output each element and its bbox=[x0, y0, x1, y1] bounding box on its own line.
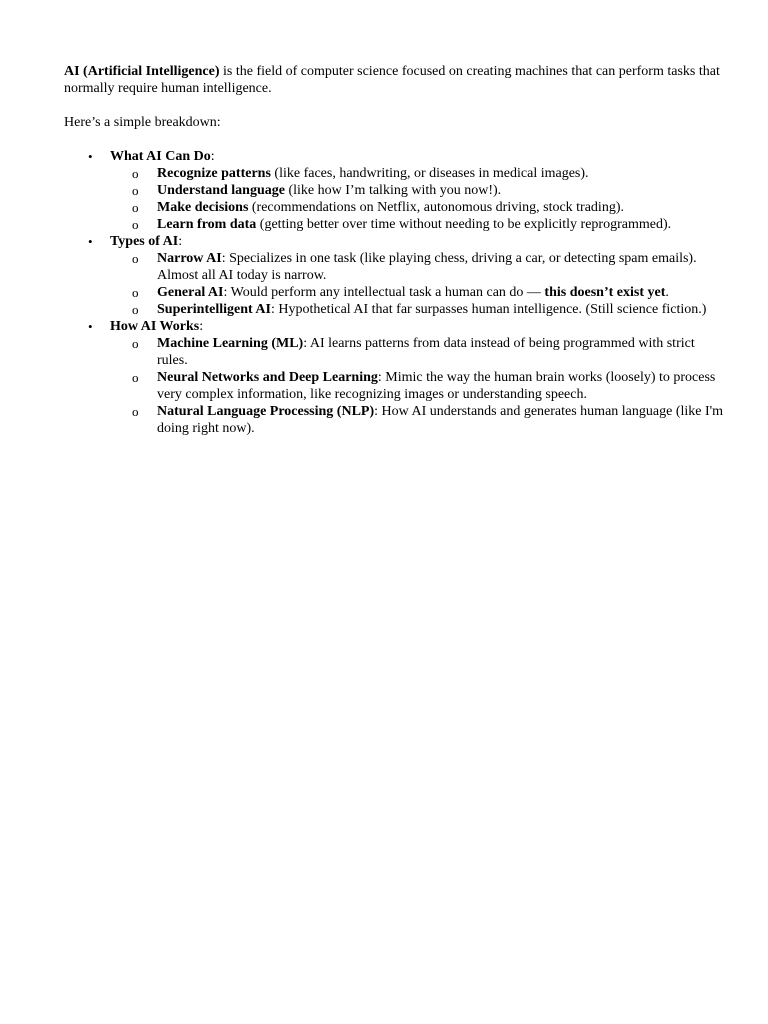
intro-paragraph bbox=[64, 63, 724, 97]
bullet-marker: • bbox=[88, 149, 93, 164]
circle-marker: o bbox=[132, 404, 139, 419]
section-types-of-ai bbox=[64, 233, 724, 318]
intro-text: is the field of computer science focused on creating machines that can perform tasks that normally require human intelligence. bbox=[64, 64, 720, 96]
circle-marker: o bbox=[132, 285, 139, 300]
section-heading-line bbox=[110, 234, 182, 249]
list-item bbox=[110, 335, 724, 369]
list-item bbox=[110, 403, 724, 437]
item-term: Learn from data bbox=[157, 217, 257, 232]
item-term: Machine Learning (ML) bbox=[157, 336, 304, 351]
section-colon: : bbox=[199, 319, 204, 334]
item-text: (like how I’m talking with you now!). bbox=[284, 183, 502, 198]
item-term: Natural Language Processing (NLP) bbox=[157, 404, 375, 419]
sub-list bbox=[110, 250, 724, 318]
section-what-ai-can-do bbox=[64, 148, 724, 233]
section-how-ai-works bbox=[64, 318, 724, 437]
item-text: : Hypothetical AI that far surpasses human intelligence. (Still science fiction.) bbox=[270, 302, 707, 317]
item-text: : Specializes in one task (like playing chess, driving a car, or detecting spam emails). Almost all AI today is narrow. bbox=[157, 251, 697, 283]
section-heading-line bbox=[110, 319, 203, 334]
item-text: : Mimic the way the human brain works (loosely) to process very complex information, like recognizing images or understanding speech. bbox=[157, 370, 716, 402]
item-term: Narrow AI bbox=[157, 251, 222, 266]
item-text: : How AI understands and generates human language (like I'm doing right now). bbox=[157, 404, 724, 436]
item-text: : Would perform any intellectual task a human can do — bbox=[223, 285, 545, 300]
section-list bbox=[64, 148, 724, 437]
list-item bbox=[110, 284, 724, 301]
circle-marker: o bbox=[132, 183, 139, 198]
item-term: Neural Networks and Deep Learning bbox=[157, 370, 378, 385]
document-page bbox=[64, 63, 724, 437]
item-term: General AI bbox=[157, 285, 224, 300]
intro-term: AI (Artificial Intelligence) bbox=[64, 64, 220, 79]
item-text: : AI learns patterns from data instead of being programmed with strict rules. bbox=[157, 336, 695, 368]
section-heading: Types of AI bbox=[110, 234, 179, 249]
bullet-marker: • bbox=[88, 234, 93, 249]
section-heading: What AI Can Do bbox=[110, 149, 211, 164]
circle-marker: o bbox=[132, 217, 139, 232]
circle-marker: o bbox=[132, 166, 139, 181]
item-tail: . bbox=[665, 285, 669, 300]
circle-marker: o bbox=[132, 251, 139, 266]
circle-marker: o bbox=[132, 370, 139, 385]
section-heading-line bbox=[110, 149, 215, 164]
list-item bbox=[110, 250, 724, 284]
section-heading: How AI Works bbox=[110, 319, 200, 334]
list-item bbox=[110, 301, 724, 318]
item-term: Superintelligent AI bbox=[157, 302, 271, 317]
list-item bbox=[110, 182, 724, 199]
section-colon: : bbox=[210, 149, 215, 164]
list-item bbox=[110, 199, 724, 216]
section-colon: : bbox=[178, 234, 183, 249]
item-text: (recommendations on Netflix, autonomous driving, stock trading). bbox=[248, 200, 624, 215]
circle-marker: o bbox=[132, 336, 139, 351]
item-emphasis: this doesn’t exist yet bbox=[544, 285, 666, 300]
list-item bbox=[110, 165, 724, 182]
circle-marker: o bbox=[132, 302, 139, 317]
bullet-marker: • bbox=[88, 319, 93, 334]
sub-list bbox=[110, 165, 724, 233]
item-term: Make decisions bbox=[157, 200, 249, 215]
circle-marker: o bbox=[132, 200, 139, 215]
item-text: (getting better over time without needing to be explicitly reprogrammed). bbox=[256, 217, 672, 232]
breakdown-label: Here’s a simple breakdown: bbox=[64, 115, 221, 130]
list-item bbox=[110, 369, 724, 403]
item-term: Recognize patterns bbox=[157, 166, 271, 181]
item-text: (like faces, handwriting, or diseases in medical images). bbox=[270, 166, 589, 181]
sub-list bbox=[110, 335, 724, 437]
item-term: Understand language bbox=[157, 183, 285, 198]
list-item bbox=[110, 216, 724, 233]
